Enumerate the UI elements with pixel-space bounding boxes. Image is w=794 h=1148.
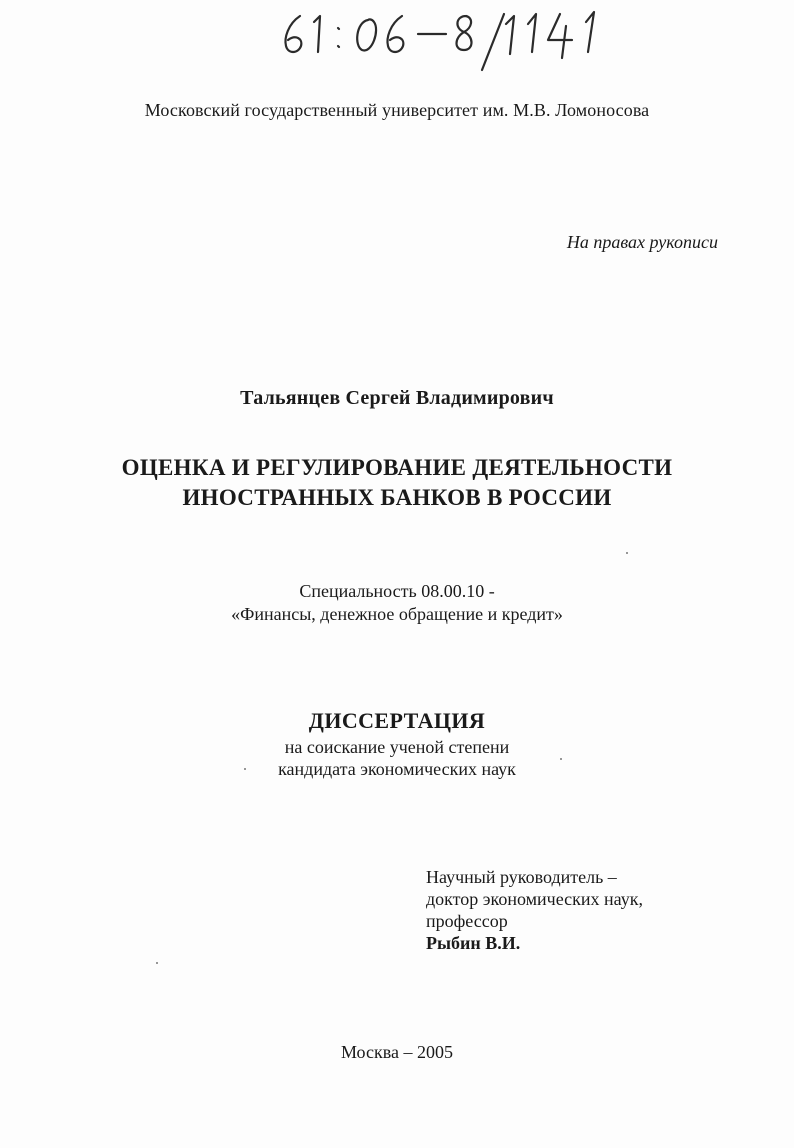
title-line-1: ОЦЕНКА И РЕГУЛИРОВАНИЕ ДЕЯТЕЛЬНОСТИ <box>121 455 673 480</box>
manuscript-note: На правах рукописи <box>566 232 718 252</box>
university-name: Московский государственный университет им. М.В. Ломоносова <box>144 100 650 120</box>
supervisor-name: Рыбин В.И. <box>426 933 521 953</box>
scan-speck <box>560 758 562 760</box>
specialty-block <box>0 580 794 626</box>
degree-block <box>0 736 794 780</box>
author-name: Тальянцев Сергей Владимирович <box>240 387 554 409</box>
handwritten-number-drawing <box>270 6 630 76</box>
city-year: Москва – 2005 <box>341 1042 453 1062</box>
scan-speck <box>626 552 628 554</box>
handwritten-archive-number <box>270 6 630 76</box>
specialty-name: «Финансы, денежное обращение и кредит» <box>231 604 563 624</box>
specialty-code: Специальность 08.00.10 - <box>299 581 495 601</box>
supervisor-role: Научный руководитель – <box>426 867 617 887</box>
dissertation-title <box>0 453 794 513</box>
supervisor-block <box>426 866 643 954</box>
title-line-2: ИНОСТРАННЫХ БАНКОВ В РОССИИ <box>182 485 612 510</box>
dissertation-heading: ДИССЕРТАЦИЯ <box>308 708 486 733</box>
supervisor-rank: профессор <box>426 911 508 931</box>
scan-speck <box>156 962 158 964</box>
supervisor-degree: доктор экономических наук, <box>426 889 643 909</box>
scan-speck <box>244 768 246 770</box>
degree-line-1: на соискание ученой степени <box>284 737 510 757</box>
degree-line-2: кандидата экономических наук <box>278 759 516 779</box>
